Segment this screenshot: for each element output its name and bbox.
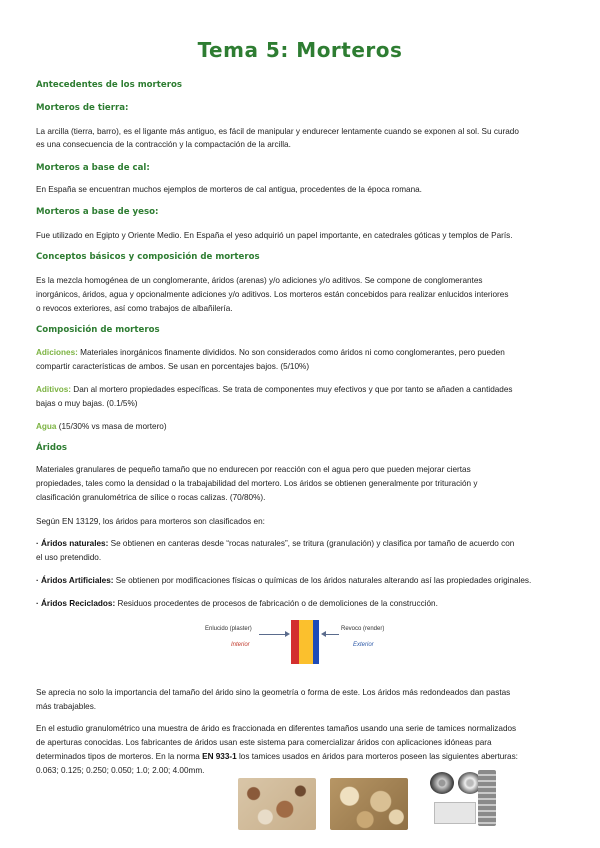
text-line: el uso pretendido. [36, 553, 102, 562]
arrow-right-icon [285, 631, 290, 637]
text-line: En el estudio granulométrico una muestra de árido es fraccionada en diferentes tamaños usando una serie de tamices normalizados [36, 724, 517, 733]
reciclados-label: · Áridos Reciclados: [36, 599, 116, 608]
adiciones-text: Materiales inorgánicos finamente divididos. No son considerados como áridos ni como conglomerantes, pero pueden [77, 348, 505, 357]
list-item-reciclados [36, 597, 564, 610]
sieve-mesh-icon [430, 772, 454, 794]
text-line: bajas o muy bajas. (0.1/5%) [36, 399, 138, 408]
sieve-caption-box [434, 802, 476, 824]
paragraph-tamano [36, 686, 564, 714]
page-title: Tema 5: Morteros [197, 38, 403, 62]
sieve-photo [428, 768, 498, 830]
agua-label: Agua [36, 422, 57, 431]
diagram-left-label: Enlucido (plaster) [205, 626, 252, 632]
paragraph-norma: Según EN 13129, los áridos para morteros son clasificados en: [36, 517, 265, 526]
text-line: más trabajables. [36, 702, 97, 711]
aditivos-text: Dan al mortero propiedades específicas. Se trata de componentes muy efectivos y que por tanto se añaden a cantidades [71, 385, 513, 394]
naturales-label: · Áridos naturales: [36, 539, 109, 548]
text-segment: los tamices usados en áridos para morteros poseen las siguientes aberturas: [236, 752, 518, 761]
text-line: propiedades, tales como la densidad o la trabajabilidad del mortero. Los áridos se obtienen generalmente por trituración y [36, 479, 478, 488]
text-line: clasificación granulométrica de sílice o rocas calizas. (70/80%). [36, 493, 266, 502]
aggregate-photo-crushed [238, 778, 316, 830]
text-line: Materiales granulares de pequeño tamaño que no endurecen por reacción con el agua pero que pueden mejorar ciertas [36, 465, 471, 474]
paragraph-adiciones [36, 346, 564, 374]
text-line: de aperturas conocidas. Los fabricantes de áridos usan este sistema para comercializar áridos con aplicaciones idóneas para [36, 738, 492, 747]
heading-composicion: Composición de morteros [36, 325, 160, 335]
text-line: La arcilla (tierra, barro), es el ligante más antiguo, es fácil de manipular y endurecer lentamente cuando se exponen al sol. Su curado [36, 127, 519, 136]
norma-code: EN 933-1 [202, 752, 237, 761]
heading-morteros-yeso: Morteros a base de yeso: [36, 207, 159, 217]
wall-layer-blue [313, 620, 319, 664]
wall-layer-red [291, 620, 299, 664]
aditivos-label: Aditivos: [36, 385, 72, 394]
reciclados-text: Residuos procedentes de procesos de fabricación o de demoliciones de la construcción. [115, 599, 438, 608]
naturales-text: Se obtienen en canteras desde “rocas naturales”, se tritura (granulación) y clasifica por tamaño de acuerdo con [108, 539, 515, 548]
text-line: compartir características de ambos. Se usan en porcentajes bajos. (5/10%) [36, 362, 310, 371]
wall-layer-yellow [299, 620, 313, 664]
aggregate-photo-rounded [330, 778, 408, 830]
text-line: inorgánicos, áridos, agua y opcionalmente adiciones y/o aditivos. Los morteros están concebidos para realizar enlucidos interiores [36, 290, 509, 299]
adiciones-label: Adiciones: [36, 348, 78, 357]
plaster-render-diagram [205, 620, 405, 666]
paragraph-aditivos [36, 383, 564, 411]
artificiales-label: · Áridos Artificiales: [36, 576, 114, 585]
paragraph-conceptos [36, 274, 564, 316]
diagram-right-sublabel: Exterior [353, 642, 374, 648]
text-line: Es la mezcla homogénea de un conglomerante, áridos (arenas) y/o adiciones y/o aditivos. Se compone de conglomerantes [36, 276, 483, 285]
paragraph-tierra [36, 125, 564, 151]
sieve-stack-icon [478, 770, 496, 826]
text-line: es una consecuencia de la contracción y la compactación de la arcilla. [36, 140, 291, 149]
text-line: 0.063; 0.125; 0.250; 0.050; 1.0; 2.00; 4.00mm. [36, 766, 205, 775]
text-line: Se aprecia no solo la importancia del tamaño del árido sino la geometría o forma de este. Los áridos más redondeados dan pastas [36, 688, 511, 697]
agua-text: (15/30% vs masa de mortero) [56, 422, 167, 431]
list-item-naturales [36, 537, 564, 565]
paragraph-cal: En España se encuentran muchos ejemplos de morteros de cal antigua, procedentes de la época romana. [36, 185, 422, 194]
heading-aridos: Áridos [36, 443, 68, 453]
list-item-artificiales [36, 574, 564, 587]
heading-antecedentes: Antecedentes de los morteros [36, 80, 182, 90]
text-line: o revocos exteriores, así como trabajos de albañilería. [36, 304, 233, 313]
artificiales-text: Se obtienen por modificaciones físicas o químicas de los áridos naturales alterando así las propiedades originales. [113, 576, 532, 585]
diagram-right-label: Revoco (render) [341, 626, 385, 632]
text-segment: determinados tipos de morteros. En la norma [36, 752, 203, 761]
paragraph-aridos [36, 463, 564, 505]
diagram-left-arrow [259, 634, 287, 635]
paragraph-yeso: Fue utilizado en Egipto y Oriente Medio. En España el yeso adquirió un papel importante, en catedrales góticas y templos de París. [36, 231, 513, 240]
heading-conceptos: Conceptos básicos y composición de morteros [36, 252, 260, 262]
heading-morteros-cal: Morteros a base de cal: [36, 163, 150, 173]
heading-morteros-tierra: Morteros de tierra: [36, 103, 129, 113]
diagram-right-arrow [325, 634, 339, 635]
diagram-left-sublabel: Interior [231, 642, 250, 648]
paragraph-agua [36, 420, 564, 433]
